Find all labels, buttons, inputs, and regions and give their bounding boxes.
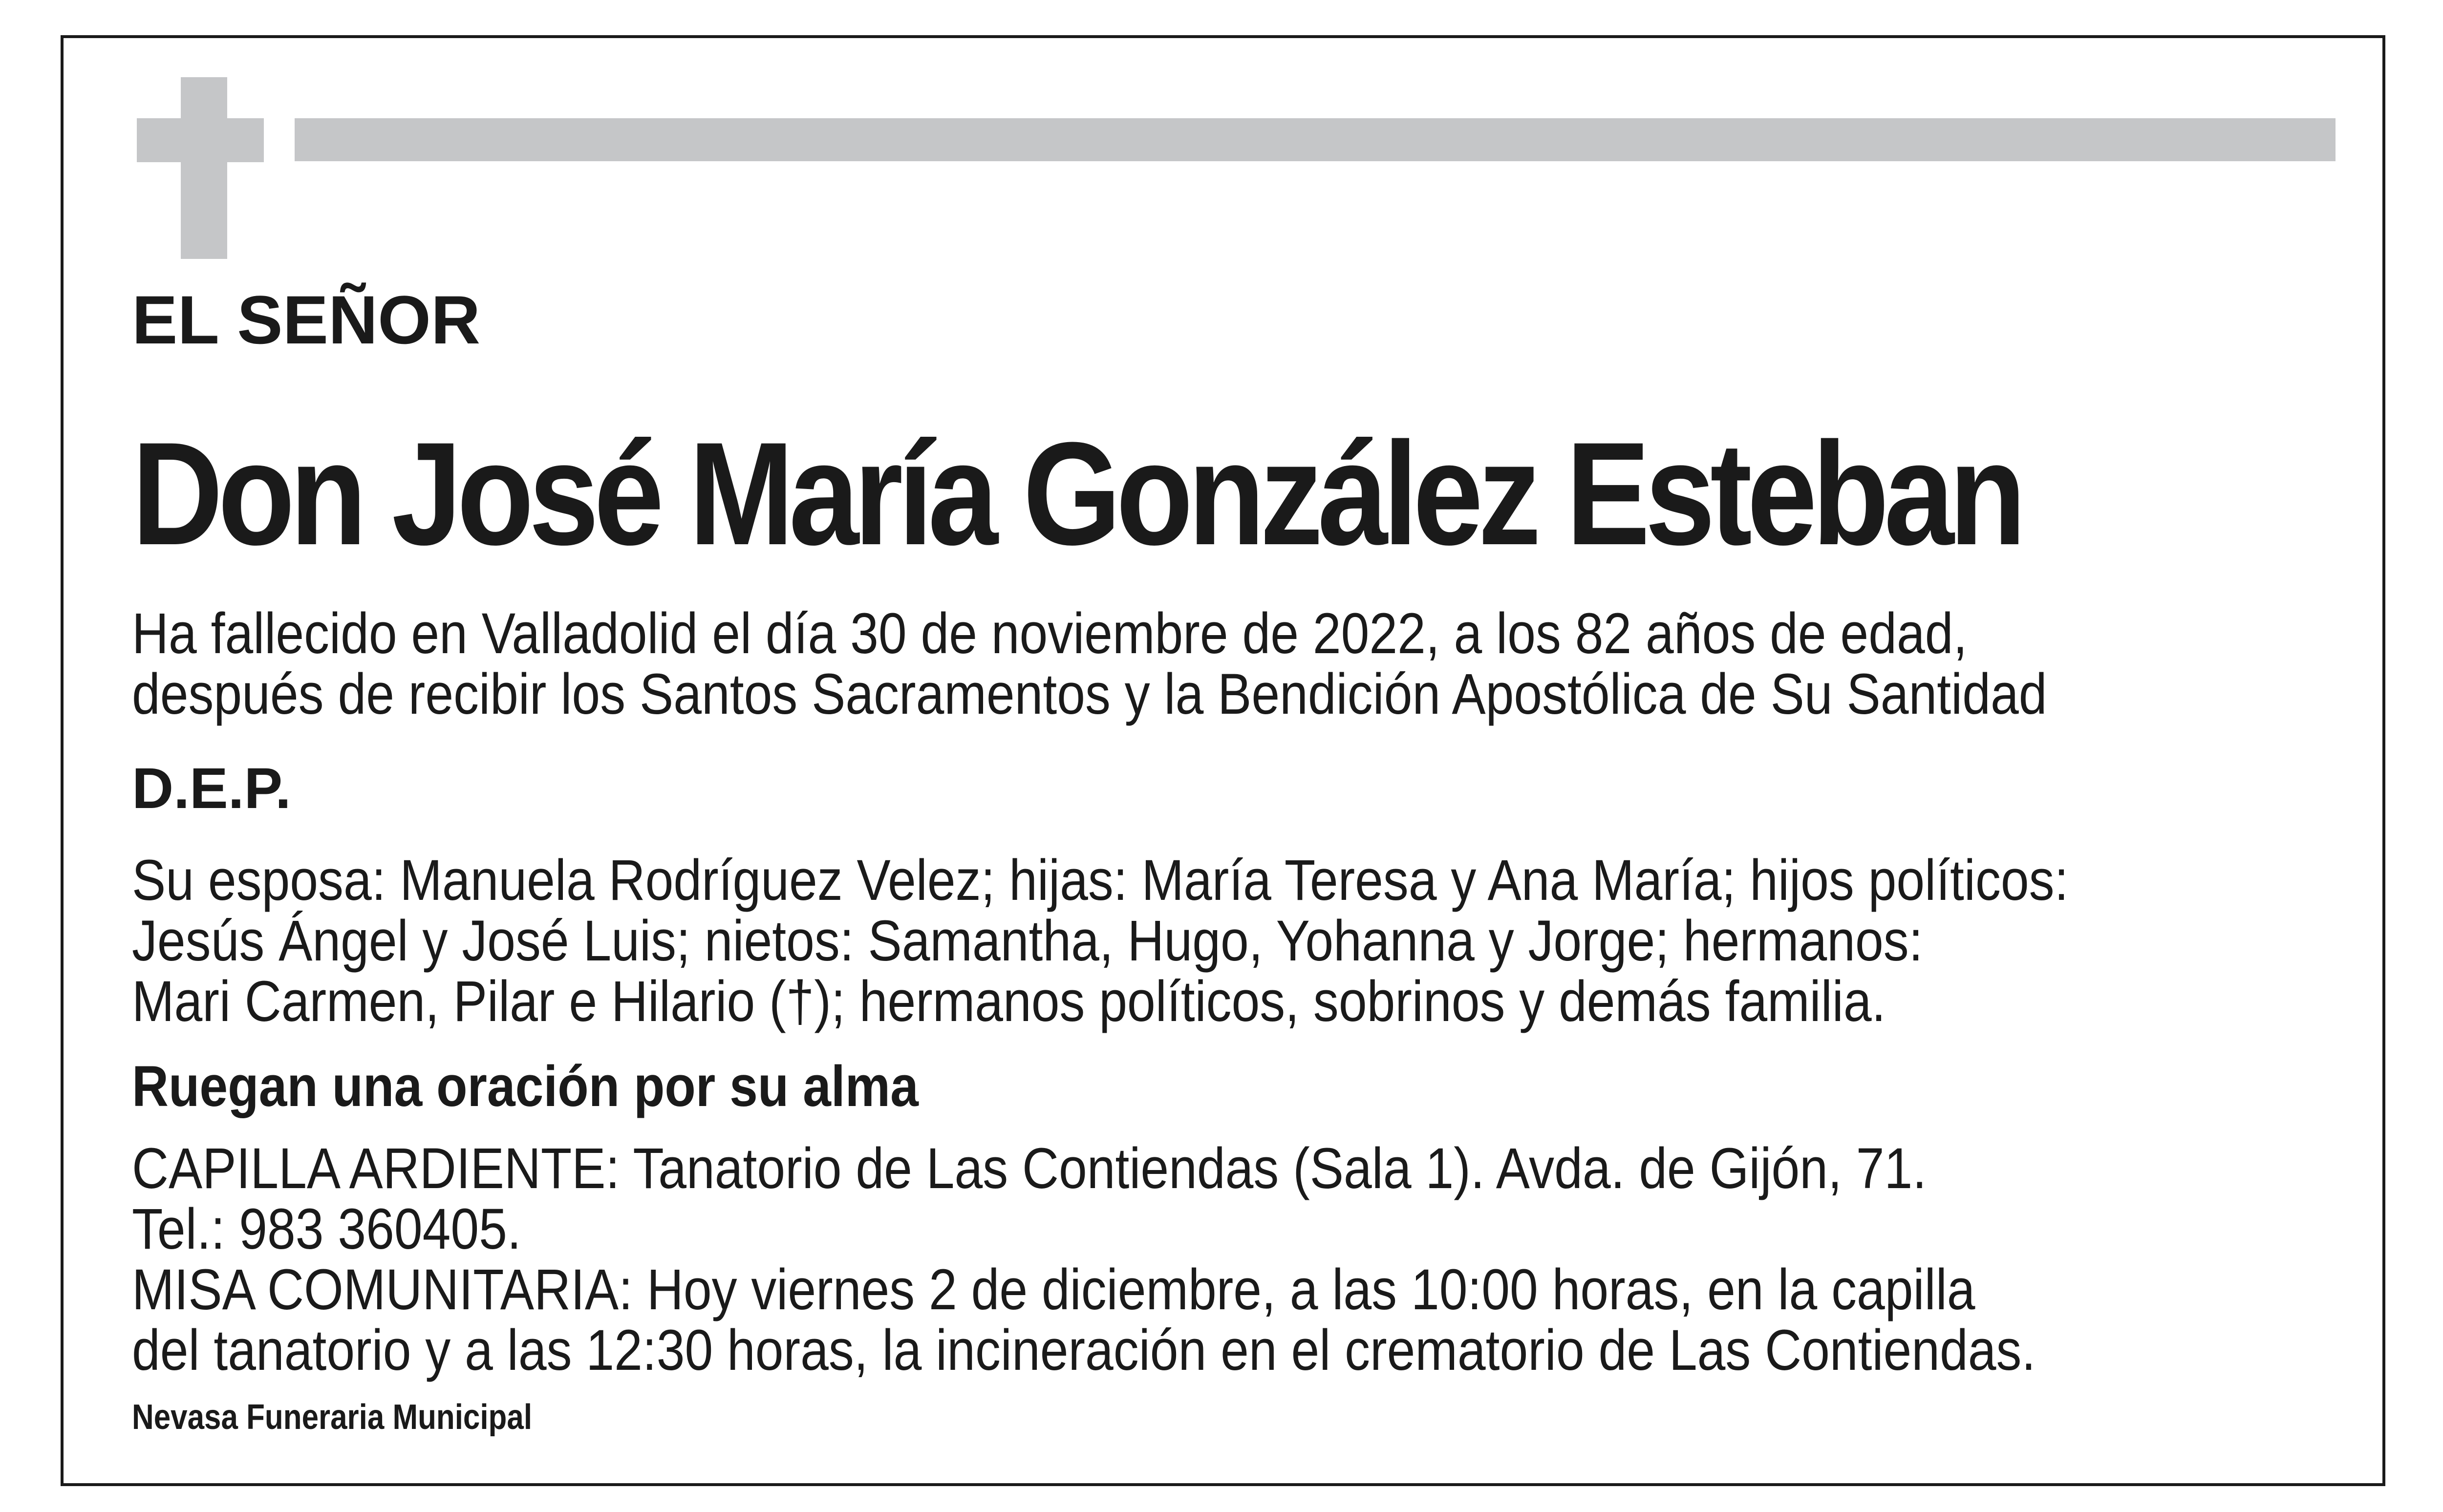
service-line: del tanatorio y a las 12:30 horas, la incineración en el crematorio de Las Contiendas. [132,1318,2036,1383]
service-line: MISA COMUNITARIA: Hoy viernes 2 de diciembre, a las 10:00 horas, en la capilla [132,1257,1975,1322]
header-rule [295,118,2336,161]
family-line: Su esposa: Manuela Rodríguez Velez; hijas: María Teresa y Ana María; hijos políticos: [132,848,2069,913]
family-line: Mari Carmen, Pilar e Hilario (†); hermanos políticos, sobrinos y demás familia. [132,969,1886,1034]
service-line: CAPILLA ARDIENTE: Tanatorio de Las Contiendas (Sala 1). Avda. de Gijón, 71. [132,1136,1927,1201]
service-info [132,1138,2036,1381]
death-notice [132,603,2047,724]
deceased-name: Don José María González Esteban [132,411,2021,575]
rip-label: D.E.P. [132,756,291,821]
service-line: Tel.: 983 360405. [132,1197,521,1261]
heading: EL SEÑOR [132,281,481,358]
cross-icon-bar [137,118,264,162]
family-line: Jesús Ángel y José Luis; nietos: Samantha, Hugo, Yohanna y Jorge; hermanos: [132,909,1923,973]
death-notice-line: Ha fallecido en Valladolid el día 30 de noviembre de 2022, a los 82 años de edad, [132,601,1968,666]
funeral-home: Nevasa Funeraria Municipal [132,1398,533,1437]
death-notice-line: después de recibir los Santos Sacramentos y la Bendición Apostólica de Su Santidad [132,662,2047,726]
prayer-request: Ruegan una oración por su alma [132,1054,919,1119]
family-list [132,850,2068,1032]
cross-icon [181,77,227,259]
